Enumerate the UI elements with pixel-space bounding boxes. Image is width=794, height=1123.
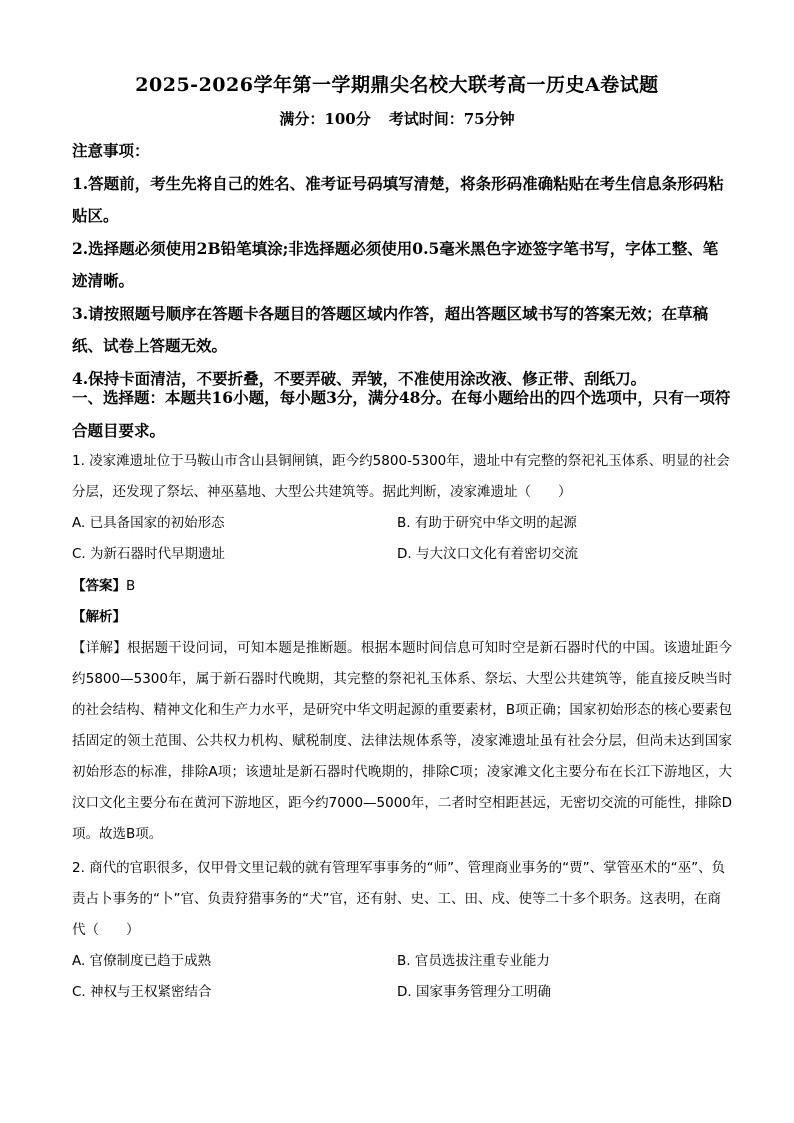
exam-info — [0, 108, 794, 129]
full-score: 满分：100分 — [279, 110, 371, 128]
option-b: B. 官员选拔注重专业能力 — [397, 953, 550, 969]
notes-heading: 注意事项： — [72, 141, 150, 160]
answer-line — [72, 571, 135, 602]
note-item: 3.请按照题号顺序在答题卡各题目的答题区域内作答，超出答题区域书写的答案无效；在草稿纸、试卷上答题无效。 — [72, 303, 709, 355]
option-d: D. 国家事务管理分工明确 — [397, 984, 551, 1000]
detail-explanation: 【详解】根据题干设问词，可知本题是推断题。根据本题时间信息可知时空是新石器时代的中国。该遗址距今约5800—5300年，属于新石器时代晚期，其完整的祭祀礼玉体系、祭坛、大型公共建筑等，能直接反映当时的社会结构、精神文化和生产力水平，是研究中华文明起源的重要素材，B项正确；国家初始形态的核心要素包括固定的领土范围、公共权力机构、赋税制度、法律法规体系等，凌家滩遗址虽有社会分层，但尚未达到国家初始形态的标准，排除A项；该遗址是新石器时代晚期的，排除C项；凌家滩文化主要分布在长江下游地区，大汶口文化主要分布在黄河下游地区，距今约7000—5000年，二者时空相距甚远，无密切交流的可能性，排除D项。故选B项。 — [72, 640, 732, 842]
option-a: A. 官僚制度已趋于成熟 — [72, 953, 212, 969]
analysis-tag: 【解析】 — [72, 609, 126, 625]
option-d: D. 与大汶口文化有着密切交流 — [397, 546, 578, 562]
answer-value: B — [126, 578, 136, 594]
option-c: C. 为新石器时代早期遗址 — [72, 546, 226, 562]
question-2-options — [72, 946, 732, 1008]
note-item: 4.保持卡面清洁，不要折叠，不要弄破、弄皱，不准使用涂改液、修正带、刮纸刀。 — [72, 368, 647, 388]
option-a: A. 已具备国家的初始形态 — [72, 515, 225, 531]
note-item: 2.选择题必须使用2B铅笔填涂;非选择题必须使用0.5毫米黑色字迹签字笔书写，字体工整、笔迹清晰。 — [72, 238, 719, 290]
section-heading: 一、选择题：本题共16小题，每小题3分，满分48分。在每小题给出的四个选项中，只有一项符合题目要求。 — [72, 388, 731, 440]
option-c: C. 神权与王权紧密结合 — [72, 984, 212, 1000]
analysis-line — [72, 602, 126, 633]
exam-time: 考试时间：75分钟 — [388, 110, 515, 128]
note-item: 1.答题前，考生先将自己的姓名、准考证号码填写清楚，将条形码准确粘贴在考生信息条形码粘贴区。 — [72, 173, 724, 225]
question-1-options — [72, 508, 732, 570]
notes-block — [72, 135, 732, 395]
question-2-stem: 2. 商代的官职很多，仅甲骨文里记载的就有管理军事事务的“师”、管理商业事务的“贾”、掌管巫术的“巫”、负责占卜事务的“卜”官、负责狩猎事务的“犬”官，还有射、史、工、田、戍、使等二十多个职务。这表明，在商代（ ） — [72, 860, 726, 938]
question-1-stem: 1. 凌家滩遗址位于马鞍山市含山县铜闸镇，距今约5800-5300年，遗址中有完整的祭祀礼玉体系、明显的社会分层，还发现了祭坛、神巫墓地、大型公共建筑等。据此判断，凌家滩遗址（ ） — [72, 453, 730, 500]
page-title: 2025-2026学年第一学期鼎尖名校大联考高一历史A卷试题 — [135, 74, 659, 96]
option-b: B. 有助于研究中华文明的起源 — [397, 515, 577, 531]
answer-tag: 【答案】 — [72, 578, 126, 594]
